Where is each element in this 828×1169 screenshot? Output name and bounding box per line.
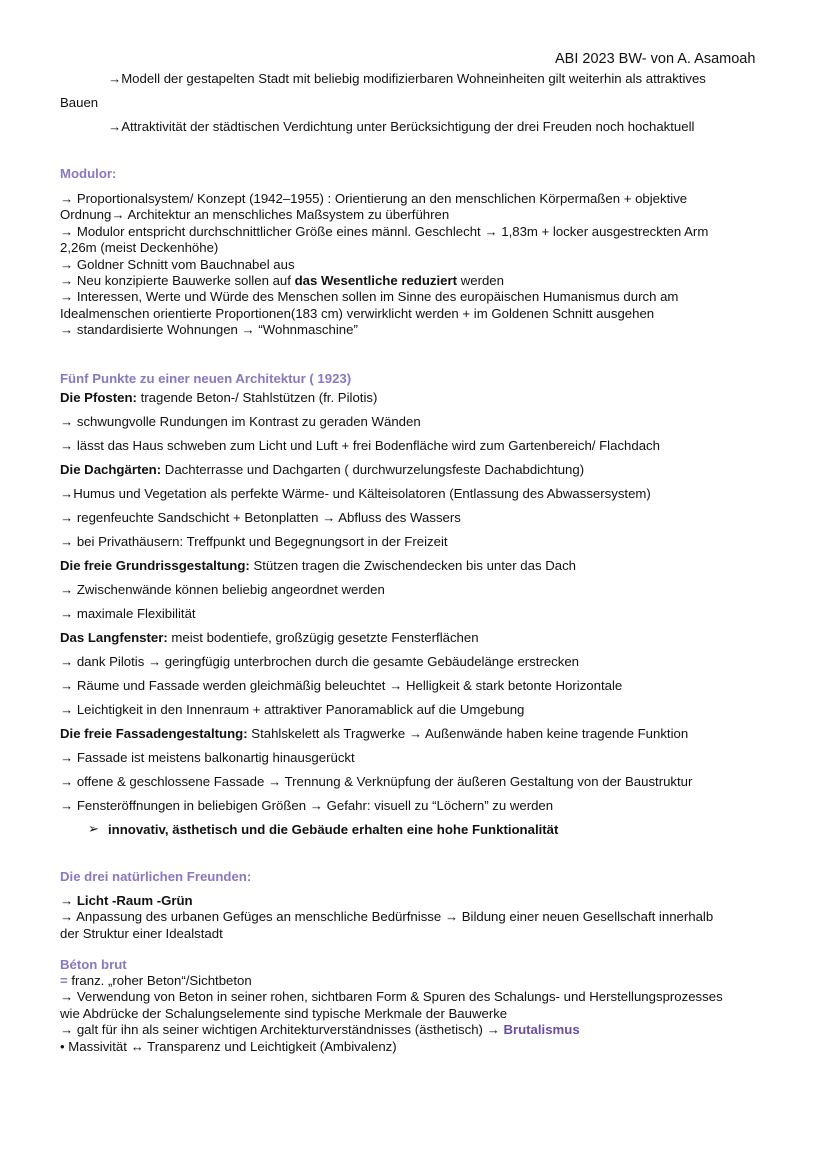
point-text: → schwungvolle Rundungen im Kontrast zu geraden Wänden xyxy=(60,414,421,429)
point-title: Die Pfosten: xyxy=(60,390,137,405)
point-text: → regenfeuchte Sandschicht + Betonplatten → Abfluss des Wassers xyxy=(60,510,461,525)
equals-sign: = xyxy=(60,973,68,988)
point-detail-line xyxy=(60,534,448,550)
conclusion-bullet: ➢ xyxy=(88,821,100,836)
point-text: →Humus und Vegetation als perfekte Wärme- und Kälteisolatoren (Entlassung des Abwassersystem) xyxy=(60,486,651,501)
point-text: → Fassade ist meistens balkonartig hinausgerückt xyxy=(60,750,355,765)
point-heading-line xyxy=(60,462,584,478)
modulor-line: → Proportionalsystem/ Konzept (1942–1955) : Orientierung an den menschlichen Körpermaßen + objektive xyxy=(60,191,688,206)
point-title: Die Dachgärten: xyxy=(60,462,162,477)
beton-brut-line-text: → galt für ihn als seiner wichtigen Architekturverständnisses (ästhetisch) → xyxy=(60,1022,504,1038)
beton-brut-brutalismus-line xyxy=(60,1022,780,1038)
point-text: → Zwischenwände können beliebig angeordnet werden xyxy=(60,582,385,597)
beton-brut-heading: Béton brut xyxy=(60,957,127,972)
point-title: Die freie Grundrissgestaltung: xyxy=(60,558,250,573)
point-detail-line xyxy=(60,582,385,598)
beton-brut-last-line: • Massivität ↔ Transparenz und Leichtigkeit (Ambivalenz) xyxy=(60,1038,397,1054)
point-detail-line xyxy=(60,510,461,526)
point-detail-line xyxy=(60,654,579,670)
modulor-line: → Goldner Schnitt vom Bauchnabel aus xyxy=(60,256,295,272)
beton-brut-definition-text: franz. „roher Beton“/Sichtbeton xyxy=(67,973,252,988)
beton-brut-line: → Verwendung von Beton in seiner rohen, sichtbaren Form & Spuren des Schalungs- und Herstellungsprozesses xyxy=(60,989,723,1005)
three-friends-heading: Die drei natürlichen Freunden: xyxy=(60,869,252,884)
point-text: → Räume und Fassade werden gleichmäßig beleuchtet → Helligkeit & stark betonte Horizontale xyxy=(60,678,623,693)
beton-brut-definition xyxy=(60,973,780,989)
brutalismus-term: Brutalismus xyxy=(503,1022,580,1038)
point-text: meist bodentiefe, großzügig gesetzte Fensterflächen xyxy=(167,630,479,645)
point-text: → bei Privathäusern: Treffpunkt und Begegnungsort in der Freizeit xyxy=(60,534,448,549)
modulor-heading: Modulor: xyxy=(60,166,117,181)
point-detail-line xyxy=(60,750,355,766)
point-heading-line xyxy=(60,726,688,742)
point-detail-line xyxy=(60,702,524,718)
point-detail-line xyxy=(60,678,622,694)
point-detail-line xyxy=(60,486,651,502)
point-text: → Leichtigkeit in den Innenraum + attraktiver Panoramablick auf die Umgebung xyxy=(60,702,525,717)
three-friends-section xyxy=(60,893,780,942)
intro-line-2: →Attraktivität der städtischen Verdichtung unter Berücksichtigung der drei Freuden noch hochaktuell xyxy=(108,119,695,134)
point-heading-line xyxy=(60,630,479,646)
point-title: Das Langfenster: xyxy=(60,630,168,645)
point-text: tragende Beton-/ Stahlstützen (fr. Pilotis) xyxy=(136,390,378,405)
conclusion-text: innovativ, ästhetisch und die Gebäude erhalten eine hohe Funktionalität xyxy=(108,822,559,837)
modulor-line: → Modulor entspricht durchschnittlicher Größe eines männl. Geschlecht → 1,83m + locker ausgestreckten Arm xyxy=(60,223,709,239)
point-heading-line xyxy=(60,558,576,574)
point-text: → dank Pilotis → geringfügig unterbrochen durch die gesamte Gebäudelänge erstrecken xyxy=(60,654,580,669)
modulor-line-bold: das Wesentliche reduziert xyxy=(294,273,458,289)
three-friends-bold-line: → Licht -Raum -Grün xyxy=(60,893,193,908)
modulor-line-text: werden xyxy=(457,273,504,289)
intro-line-1: →Modell der gestapelten Stadt mit beliebig modifizierbaren Wohneinheiten gilt weiterhin als attraktives xyxy=(108,71,706,86)
modulor-line: → Interessen, Werte und Würde des Menschen sollen im Sinne des europäischen Humanismus durch am xyxy=(60,289,679,305)
modulor-line: Idealmenschen orientierte Proportionen(183 cm) verwirklicht werden + im Goldenen Schnitt ausgehen xyxy=(60,305,655,321)
point-text: Stützen tragen die Zwischendecken bis unter das Dach xyxy=(249,558,577,573)
point-detail-line xyxy=(60,774,692,790)
point-detail-line xyxy=(60,414,421,430)
point-title: Die freie Fassadengestaltung: xyxy=(60,726,248,741)
point-text: → offene & geschlossene Fassade → Trennung & Verknüpfung der äußeren Gestaltung von der Baustruktur xyxy=(60,774,693,789)
point-text: → Fensteröffnungen in beliebigen Größen → Gefahr: visuell zu “Löchern” zu werden xyxy=(60,798,554,813)
intro-line-1b: Bauen xyxy=(60,95,99,110)
beton-brut-line: wie Abdrücke der Schalungselemente sind typische Merkmale der Bauwerke xyxy=(60,1005,508,1021)
point-detail-line xyxy=(60,606,196,622)
point-heading-line xyxy=(60,390,377,406)
modulor-section xyxy=(60,191,780,339)
modulor-line-text: → Neu konzipierte Bauwerke sollen auf xyxy=(60,273,295,289)
modulor-line: Ordnung→ Architektur an menschliches Maßsystem zu überführen xyxy=(60,207,450,223)
five-points-heading: Fünf Punkte zu einer neuen Architektur ( 1923) xyxy=(60,371,352,386)
point-detail-line xyxy=(60,798,553,814)
point-text: → lässt das Haus schweben zum Licht und Luft + frei Bodenfläche wird zum Gartenbereich/ Flachdach xyxy=(60,438,660,453)
five-points-section xyxy=(60,390,780,830)
three-friends-line: der Struktur einer Idealstadt xyxy=(60,925,223,941)
beton-brut-section xyxy=(60,973,780,1055)
modulor-line-reduced xyxy=(60,273,780,289)
three-friends-line: → Anpassung des urbanen Gefüges an menschliche Bedürfnisse → Bildung einer neuen Gesellschaft innerhalb xyxy=(60,909,714,925)
point-text: Stahlskelett als Tragwerke → Außenwände haben keine tragende Funktion xyxy=(247,726,689,741)
document-author: ABI 2023 BW- von A. Asamoah xyxy=(555,51,756,67)
point-text: → maximale Flexibilität xyxy=(60,606,196,621)
modulor-line: → standardisierte Wohnungen → “Wohnmaschine” xyxy=(60,322,358,338)
point-text: Dachterrasse und Dachgarten ( durchwurzelungsfeste Dachabdichtung) xyxy=(161,462,585,477)
modulor-line: 2,26m (meist Deckenhöhe) xyxy=(60,240,219,256)
point-detail-line xyxy=(60,438,660,454)
